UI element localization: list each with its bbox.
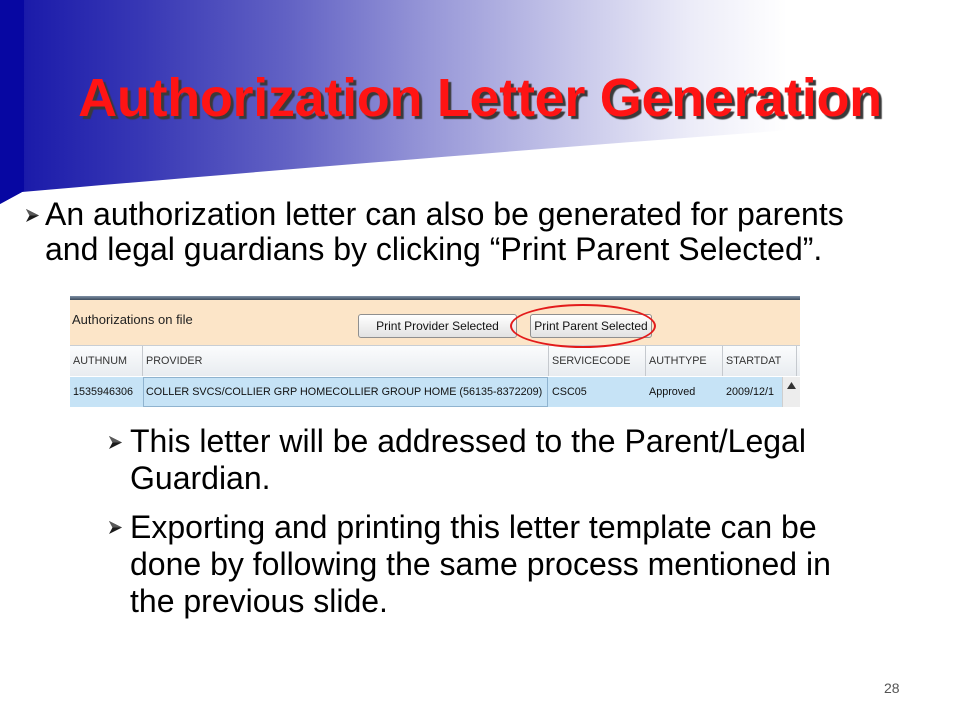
vertical-scrollbar[interactable] <box>782 377 800 407</box>
embedded-screenshot <box>70 296 800 407</box>
table-row[interactable] <box>70 377 800 407</box>
main-bullet-text <box>45 197 844 267</box>
bullet-line: done by following the same process mentioned in <box>130 546 831 582</box>
cell-servicecode: CSC05 <box>552 386 587 398</box>
cell-authtype: Approved <box>649 386 696 398</box>
column-header-startdate[interactable]: STARTDAT <box>723 346 797 376</box>
column-header-authnum[interactable]: AUTHNUM <box>70 346 143 376</box>
column-header-authtype[interactable]: AUTHTYPE <box>646 346 723 376</box>
bullet-line: This letter will be addressed to the Parent/Legal <box>130 423 806 459</box>
panel-title: Authorizations on file <box>72 312 193 327</box>
bullet-line: and legal guardians by clicking “Print Parent Selected”. <box>45 231 823 267</box>
cell-provider: COLLER SVCS/COLLIER GRP HOMECOLLIER GROUP HOME (56135-8372209) <box>143 377 548 407</box>
column-header-provider[interactable]: PROVIDER <box>143 346 549 376</box>
arrowhead-bullet-icon <box>26 209 39 222</box>
bullet-line: Exporting and printing this letter template can be <box>130 509 817 545</box>
scroll-up-arrow-icon[interactable] <box>787 382 796 389</box>
page-number: 28 <box>884 680 900 696</box>
cell-startdate: 2009/12/1 <box>726 386 775 398</box>
sub-bullet-text <box>130 423 806 497</box>
highlight-ellipse <box>510 304 656 348</box>
column-header-servicecode[interactable]: SERVICECODE <box>549 346 646 376</box>
print-provider-selected-button[interactable]: Print Provider Selected <box>358 314 517 338</box>
bullet-line: the previous slide. <box>130 583 388 619</box>
table-header-row <box>70 345 800 376</box>
sub-bullet-text <box>130 509 831 620</box>
arrowhead-bullet-icon <box>109 521 122 534</box>
authorizations-panel-header <box>70 300 800 345</box>
print-parent-selected-button[interactable]: Print Parent Selected <box>530 314 652 338</box>
arrowhead-bullet-icon <box>109 436 122 449</box>
slide-title: Authorization Letter Generation <box>78 68 882 128</box>
bullet-line: An authorization letter can also be generated for parents <box>45 196 844 232</box>
bullet-line: Guardian. <box>130 460 271 496</box>
cell-authnum: 1535946306 <box>73 386 134 398</box>
